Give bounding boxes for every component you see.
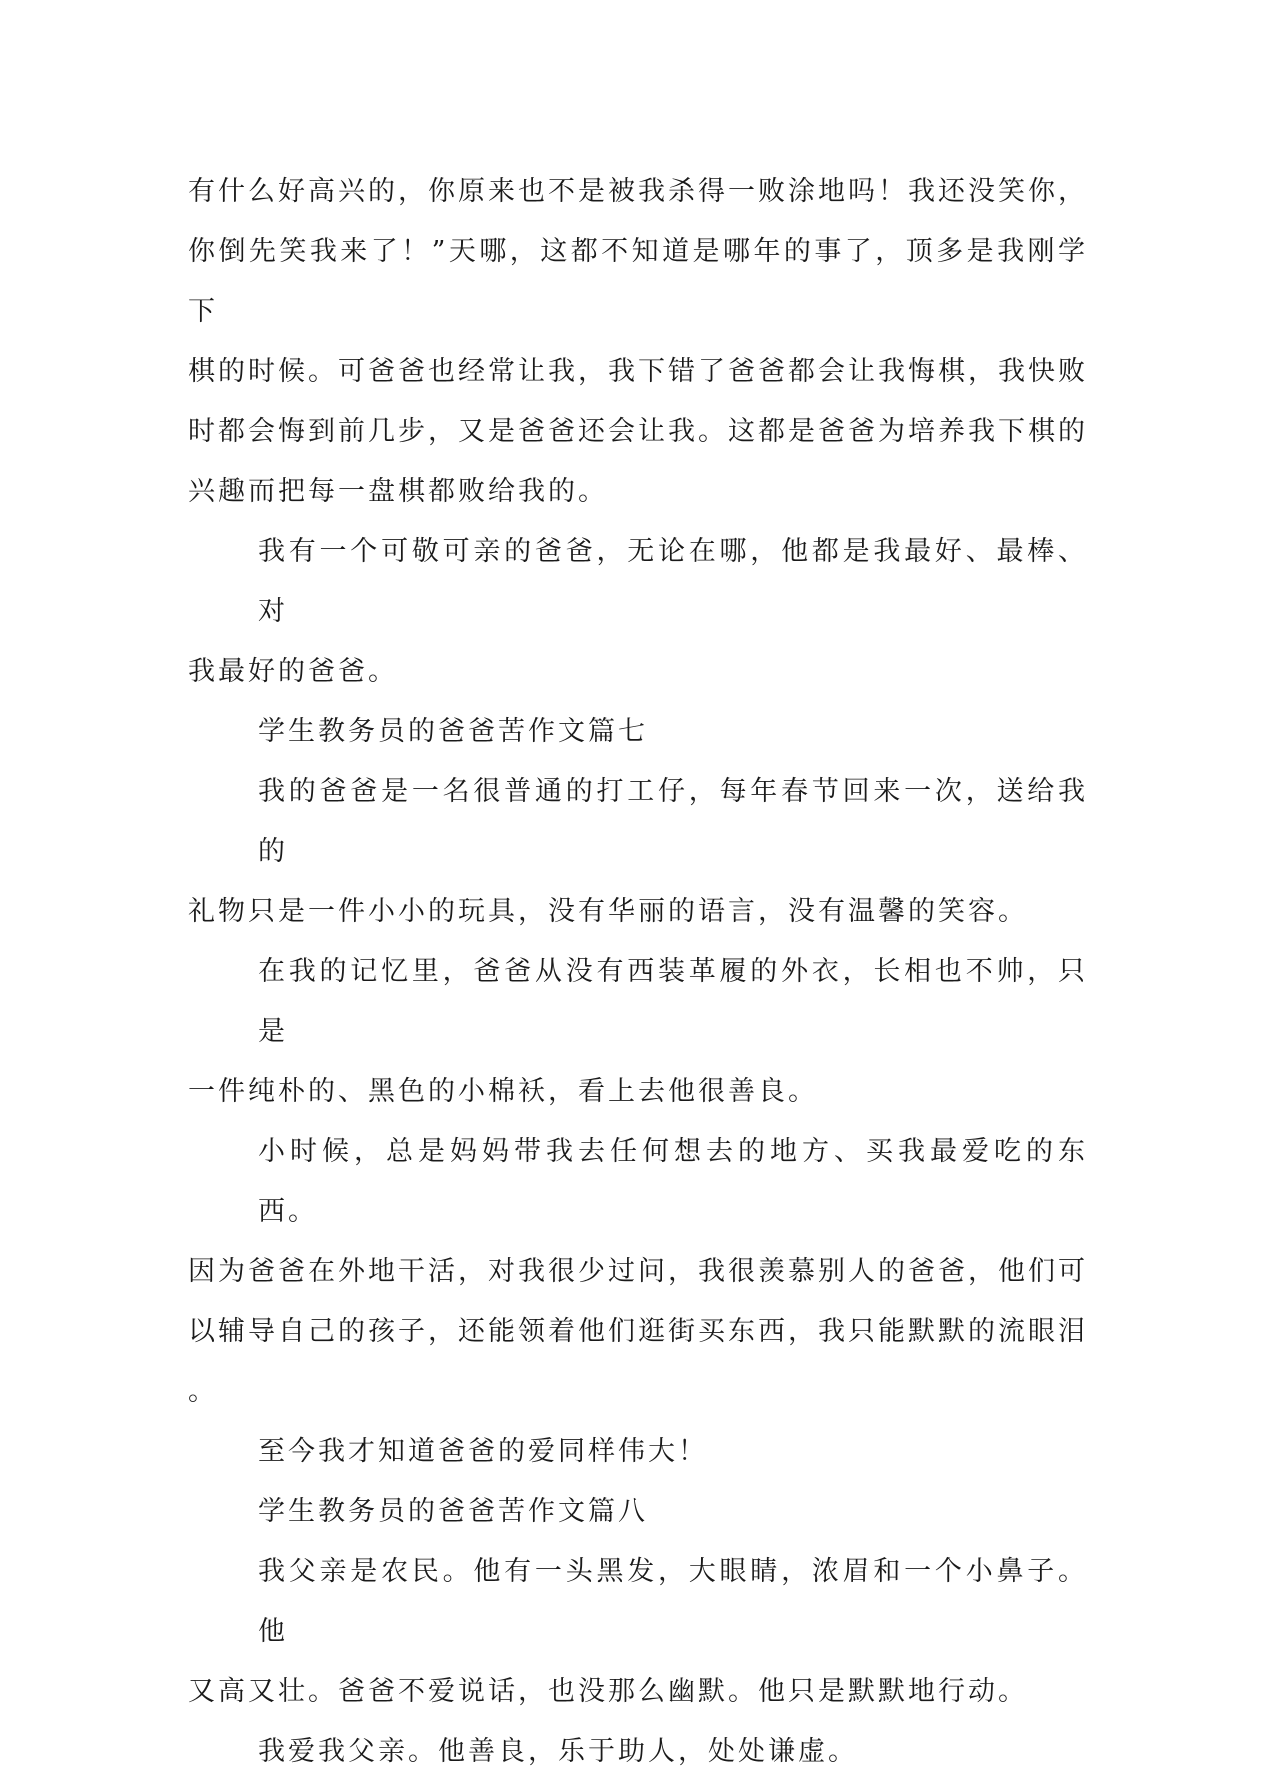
paragraph xyxy=(188,1422,1088,1482)
text-line: 以辅导自己的孩子，还能领着他们逛街买东西，我只能默默的流眼泪 xyxy=(188,1316,1088,1347)
text-line: 棋的时候。可爸爸也经常让我，我下错了爸爸都会让我悔棋，我快败 xyxy=(188,356,1088,387)
text-line: 你倒先笑我来了！”天哪，这都不知道是哪年的事了，顶多是我刚学下 xyxy=(188,236,1088,327)
text-line: 又高又壮。爸爸不爱说话，也没那么幽默。他只是默默地行动。 xyxy=(188,1676,1028,1707)
paragraph xyxy=(188,522,1088,702)
text-line: 在我的记忆里，爸爸从没有西装革履的外衣，长相也不帅，只是 xyxy=(258,956,1088,1047)
text-line: 我最好的爸爸。 xyxy=(188,656,398,687)
text-line: 因为爸爸在外地干活，对我很少过问，我很羡慕别人的爸爸，他们可 xyxy=(188,1256,1088,1287)
text-line: 礼物只是一件小小的玩具，没有华丽的语言，没有温馨的笑容。 xyxy=(188,896,1028,927)
text-line: 小时候，总是妈妈带我去任何想去的地方、买我最爱吃的东西。 xyxy=(258,1136,1088,1227)
heading-text: 学生教务员的爸爸苦作文篇八 xyxy=(258,1496,648,1527)
section-heading xyxy=(188,1482,1088,1542)
paragraph-continuation xyxy=(188,162,1088,522)
text-line: 时都会悔到前几步，又是爸爸还会让我。这都是爸爸为培养我下棋的 xyxy=(188,416,1088,447)
paragraph xyxy=(188,762,1088,942)
text-line: 我爱我父亲。他善良，乐于助人，处处谦虚。 xyxy=(258,1736,858,1767)
text-line: 我有一个可敬可亲的爸爸，无论在哪，他都是我最好、最棒、对 xyxy=(258,536,1088,627)
paragraph xyxy=(188,1722,1088,1782)
paragraph xyxy=(188,1122,1088,1422)
text-line: 我父亲是农民。他有一头黑发，大眼睛，浓眉和一个小鼻子。他 xyxy=(258,1556,1088,1647)
text-line: 一件纯朴的、黑色的小棉袄，看上去他很善良。 xyxy=(188,1076,818,1107)
heading-text: 学生教务员的爸爸苦作文篇七 xyxy=(258,716,648,747)
paragraph xyxy=(188,942,1088,1122)
text-line: 我的爸爸是一名很普通的打工仔，每年春节回来一次，送给我的 xyxy=(258,776,1088,867)
section-heading xyxy=(188,702,1088,762)
text-line: 有什么好高兴的，你原来也不是被我杀得一败涂地吗！我还没笑你， xyxy=(188,176,1088,207)
text-line: 。 xyxy=(188,1376,218,1407)
essay-body xyxy=(188,162,1088,1782)
text-line: 至今我才知道爸爸的爱同样伟大！ xyxy=(258,1436,708,1467)
text-line: 兴趣而把每一盘棋都败给我的。 xyxy=(188,476,608,507)
paragraph xyxy=(188,1542,1088,1722)
